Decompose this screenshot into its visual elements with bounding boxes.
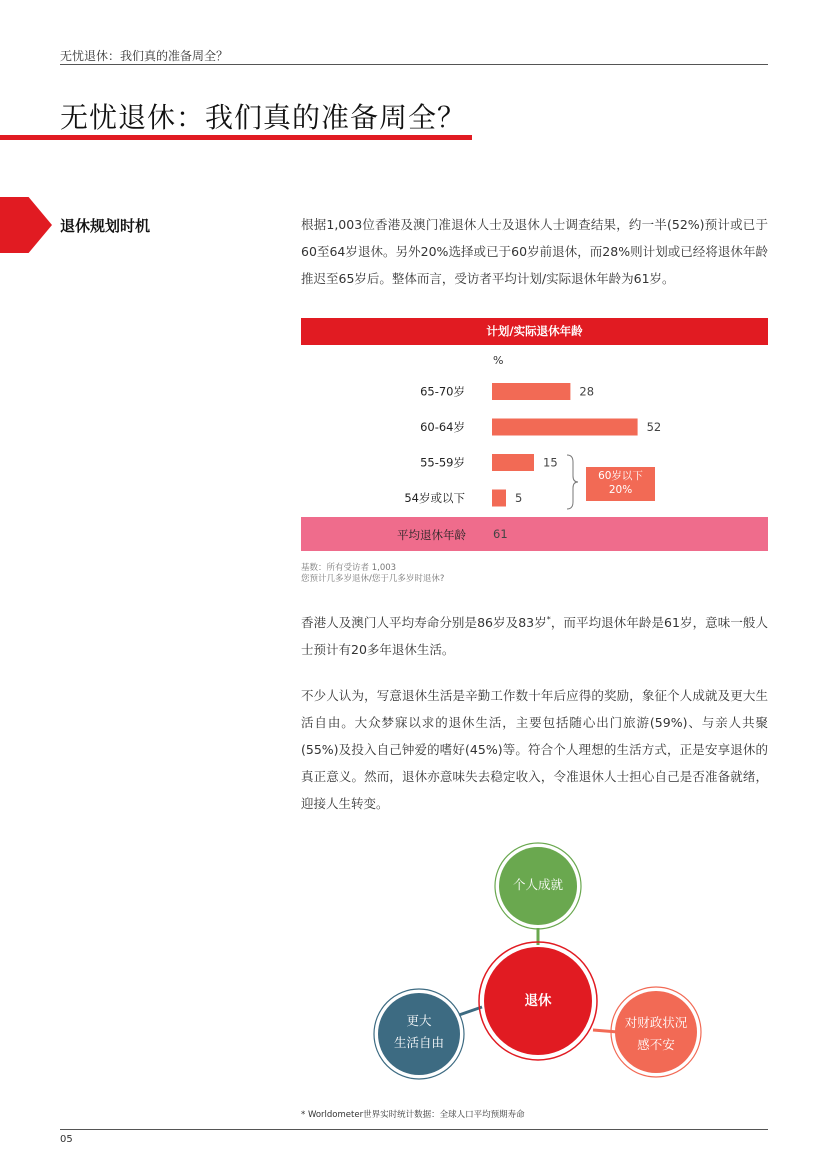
retirement-age-bar-chart (301, 370, 768, 515)
footnote-marker: * (546, 615, 551, 624)
bar (492, 454, 534, 471)
financial-worry-label (606, 1012, 706, 1056)
financial-worry-line-2: 感不安 (637, 1037, 675, 1052)
bar-category-label: 65-70岁 (420, 384, 465, 399)
footer-rule (60, 1129, 768, 1130)
section-arrow-icon (0, 197, 52, 253)
bar (492, 490, 506, 507)
running-header: 无忧退休：我们真的准备周全？ (60, 49, 229, 63)
life-freedom-line-1: 更大 (406, 1013, 432, 1028)
bar (492, 383, 570, 400)
intro-paragraph: 根据1,003位香港及澳门准退休人士及退休人士调查结果，约一半(52%)预计或已于60至64岁退休。另外20%选择或已于60岁前退休，而28%则计划或已经将退休年龄推迟至65岁后。整体而言，受访者平均计划/实际退休年龄为61岁。 (301, 217, 768, 286)
average-age-label: 平均退休年龄 (397, 528, 466, 542)
bar-value-label: 5 (515, 491, 523, 505)
life-freedom-line-2: 生活自由 (393, 1035, 444, 1050)
title-underline-bar (0, 135, 472, 140)
life-expectancy-paragraph (301, 606, 768, 663)
chart-unit-label: % (493, 354, 504, 367)
bar-category-label: 54岁或以下 (404, 491, 465, 505)
chart-source-question: 您预计几多岁退休/您于几多岁时退休? (301, 574, 445, 584)
life-expectancy-text: 香港人及澳门人平均寿命分别是86岁及83岁 (301, 615, 547, 631)
bar-value-label: 15 (543, 455, 558, 470)
average-age-value: 61 (493, 527, 508, 541)
bar-category-label: 60-64岁 (420, 420, 465, 434)
under-60-value: 20% (608, 484, 633, 496)
life-expectancy-text-2: ，而平均退休年龄是61岁，意味一般人士预计有20多年退休生活。 (301, 615, 768, 658)
section-heading: 退休规划时机 (60, 217, 151, 235)
group-brace (566, 454, 580, 510)
footnote: * Worldometer世界实时统计数据：全球人口平均预期寿命 (301, 1110, 525, 1120)
retirement-center-label: 退休 (524, 993, 552, 1009)
retirement-life-paragraph: 不少人认为，写意退休生活是辛勤工作数十年后应得的奖励，象征个人成就及更大生活自由。大众梦寐以求的退休生活，主要包括随心出门旅游(59%)、与亲人共聚(55%)及投入自己钟爱的嗜好(45%)等。符合个人理想的生活方式，正是安享退休的真正意义。然而，退休亦意味失去稳定收入，令准退休人士担心自己是否准备就绪，迎接人生转变。 (301, 688, 768, 811)
bar-value-label: 28 (579, 384, 595, 399)
financial-worry-line-1: 对财政状况 (624, 1015, 688, 1030)
under-60-label: 60岁以下 (598, 470, 643, 482)
bar (492, 419, 638, 436)
chart-title: 计划/实际退休年龄 (301, 318, 768, 345)
personal-achievement-label: 个人成就 (512, 877, 563, 892)
bar-value-label: 52 (646, 420, 662, 434)
chart-source-base: 基数：所有受访者 1,003 (301, 563, 397, 573)
life-freedom-label (369, 1010, 469, 1054)
page-title: 无忧退休：我们真的准备周全？ (60, 101, 467, 134)
under-60-annotation (586, 467, 655, 501)
bar-category-label: 55-59岁 (420, 455, 465, 470)
header-rule (60, 64, 768, 65)
page-number: 05 (60, 1134, 73, 1145)
